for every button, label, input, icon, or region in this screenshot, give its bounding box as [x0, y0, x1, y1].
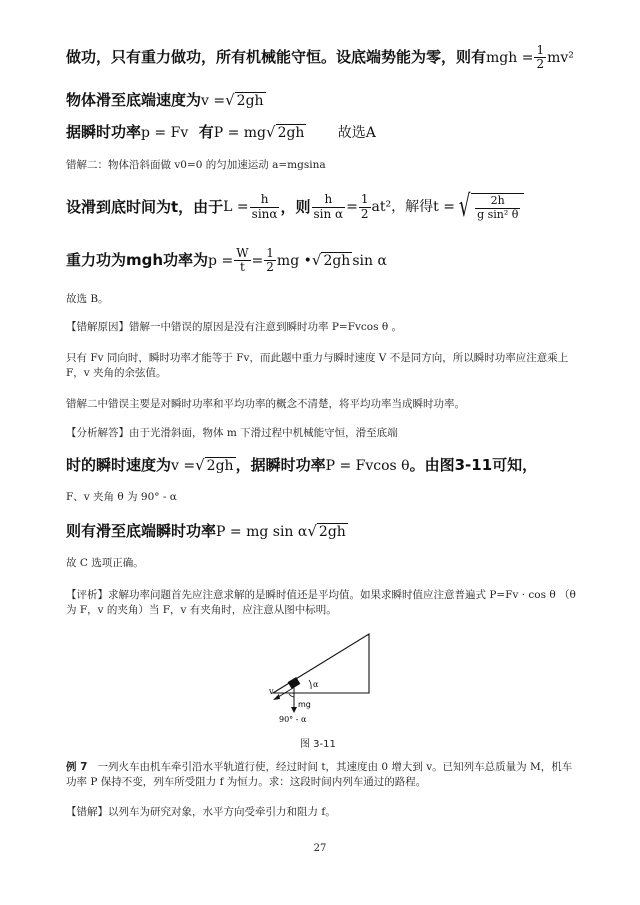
sqrt: √ 2gh	[307, 522, 346, 540]
math: L =	[223, 199, 249, 215]
sqrt: √ 2gh	[311, 251, 351, 270]
para-example-7	[66, 760, 578, 790]
para-wrong-2-reason: 错解二中错误主要是对瞬时功率和平均功率的概念不清楚，将平均功率当成瞬时功率。	[66, 398, 465, 410]
label-v: v	[269, 687, 274, 696]
line-instant-speed	[66, 458, 537, 473]
math: p = Fv	[141, 125, 189, 141]
angle-arc-90	[289, 694, 294, 697]
text: 据瞬时功率	[66, 123, 142, 141]
incline-triangle	[273, 634, 369, 693]
para-analysis: 【分析解答】由于光滑斜面，物体 m 下滑过程中机械能守恒，滑至底端	[66, 427, 398, 439]
para-wrong-reason: 【错解原因】错解一中错误的原因是没有注意到瞬时功率 P=Fvcos θ 。	[66, 321, 403, 333]
incline-figure	[265, 630, 395, 730]
sqrt: √ 2gh	[266, 123, 305, 141]
math: at²，解得	[371, 199, 434, 215]
text: 有	[198, 123, 214, 141]
math: mv²	[547, 50, 574, 67]
velocity-arrowhead	[273, 694, 280, 700]
math: =	[346, 199, 358, 215]
text: 故选A	[337, 125, 376, 141]
text: ，据瞬时功率	[235, 456, 326, 474]
math: v =	[201, 93, 226, 109]
fraction: $\frac{h}{\text{sin α}}$	[313, 192, 344, 221]
fraction: $\frac{1}{2}$	[360, 192, 369, 221]
line-wrong-solution-2: 错解二：物体沿斜面做 v0=0 的匀加速运动 a=mgsina	[66, 159, 326, 171]
text: 重力功为mgh功率为	[66, 251, 209, 270]
angle-arc-alpha	[309, 680, 311, 689]
line-gravity-power	[66, 247, 387, 274]
math: sin α	[352, 252, 387, 269]
math: =	[251, 252, 264, 269]
math: p =	[208, 252, 234, 269]
math: P = Fvcos θ	[325, 458, 410, 474]
text: 。由图3-11可知，	[409, 456, 538, 474]
math: mgh =	[486, 50, 534, 67]
fraction: $\frac{1}{2}$	[536, 43, 545, 72]
fraction: $\frac{h}{\sin\alpha}$	[251, 192, 278, 221]
fraction: $\frac{1}{2}$	[266, 246, 274, 275]
sqrt: √ 2gh	[195, 456, 234, 474]
text: 做功，只有重力做功，所有机械能守恒。设底端势能为零，则有	[66, 48, 487, 67]
line-energy-conservation	[66, 44, 574, 71]
text: 设滑到底时间为t，由于	[66, 197, 224, 216]
label-mg: mg	[298, 700, 311, 709]
line-choose-c: 故 C 选项正确。	[66, 557, 144, 569]
sqrt: √ $\frac{2h}{\text{g sin² θ}}$	[455, 192, 524, 222]
para-comment: 【评析】求解功率问题首先应注意求解的是瞬时值还是平均值。如果求瞬时值应注意普遍式 P=Fv · cos θ （θ 为 F，v 的夹角）当 F，v 有夹角时，应注意从图中标明。	[66, 589, 576, 616]
para-wrong-solution-train: 【错解】以列车为研究对象，水平方向受牵引力和阻力 f。	[66, 806, 336, 818]
page-number: 27	[313, 843, 327, 854]
text: 时的瞬时速度为	[66, 456, 172, 474]
math: t =	[433, 199, 455, 215]
math: mg •	[276, 252, 312, 269]
text: 一列火车由机车牵引沿水平轨道行使，经过时间 t，其速度由 0 增大到 v。已知列车总质量为 M，机车功率 P 保持不变，列车所受阻力 f 为恒力。求：这段时间内列车通过的路程。	[66, 761, 573, 788]
text: 则有滑至底端瞬时功率	[66, 522, 217, 540]
line-time	[66, 189, 524, 224]
fraction: $\frac{W}{t}$	[236, 246, 249, 275]
line-bottom-speed	[66, 93, 266, 108]
text: ，则	[280, 197, 311, 216]
example-label: 例 7	[66, 761, 88, 773]
math: P = mg sin α	[216, 524, 308, 540]
sqrt: √ 2gh	[225, 91, 264, 109]
line-instant-power	[66, 125, 376, 140]
label-angle: 90° - α	[279, 715, 307, 724]
text: 物体滑至底端速度为	[66, 91, 202, 109]
para-explanation: 只有 Fv 同向时，瞬时功率才能等于 Fv，而此题中重力与瞬时速度 V 不是同方向，所以瞬时功率应注意乘上 F，v 夹角的余弦值。	[66, 352, 569, 379]
line-angle: F、v 夹角 θ 为 90° - α	[66, 491, 177, 503]
figure-caption: 图 3-11	[300, 739, 336, 750]
label-alpha: α	[313, 680, 319, 689]
gravity-arrowhead	[291, 707, 297, 713]
math: v =	[171, 458, 196, 474]
line-choose-b: 故选 B。	[66, 293, 109, 305]
math: P = mg	[213, 125, 266, 141]
line-bottom-power	[66, 524, 348, 539]
